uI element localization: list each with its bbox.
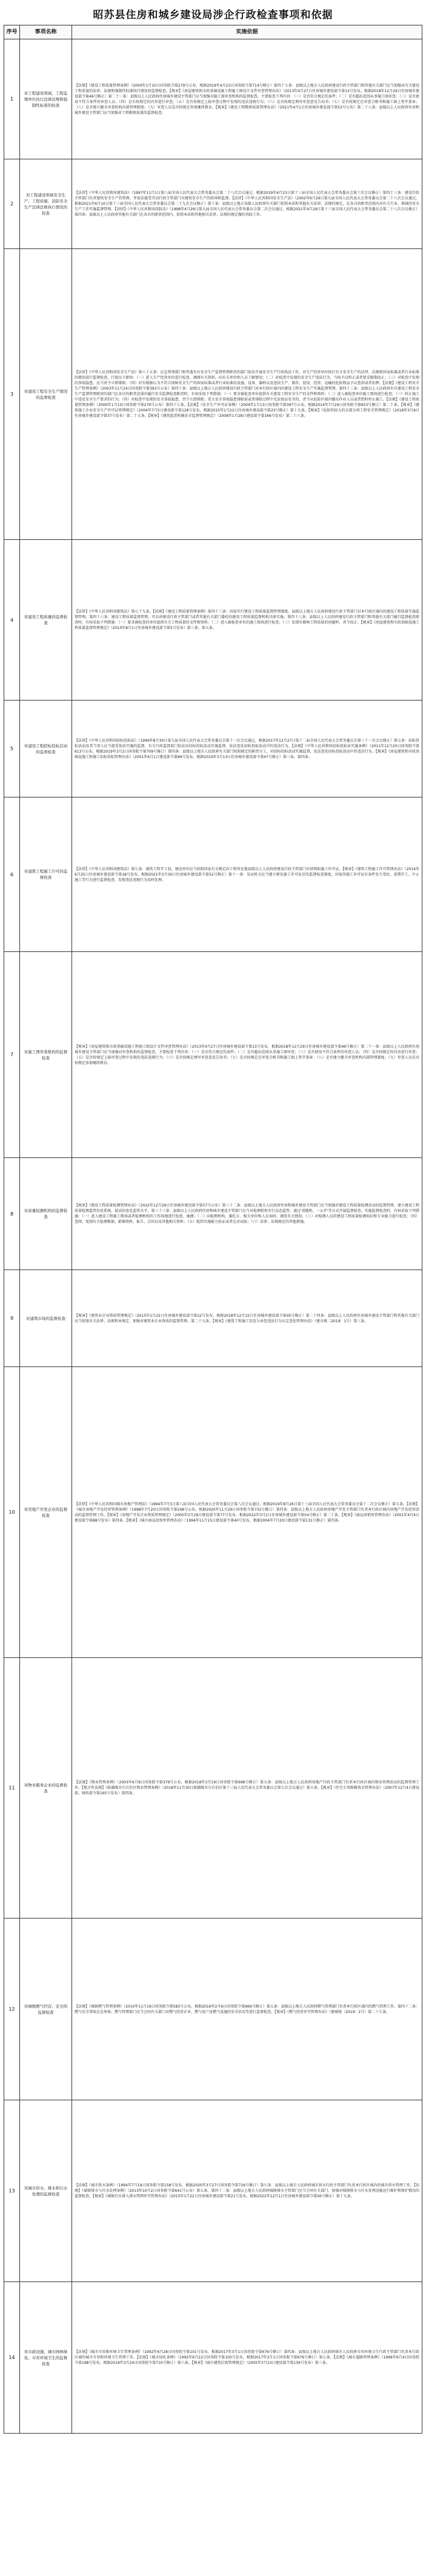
table-row (4, 2100, 422, 2282)
item-name: 对建设工程招标投标活动的监督检查 (20, 701, 72, 797)
table-row (4, 1158, 422, 1270)
header-no: 序号 (4, 25, 20, 39)
table-row (4, 249, 422, 540)
header-item-name: 事项名称 (20, 25, 72, 39)
row-no: 7 (4, 952, 20, 1158)
item-name: 对市政设施、城市园林绿化、市容环境卫生的监督检查 (20, 2282, 72, 2434)
table-row (4, 797, 422, 952)
item-name: 对质量检测机构的监督检查 (20, 1158, 72, 1270)
item-name: 对城镇燃气经营、安全的监督检查 (20, 1919, 72, 2100)
table-row (4, 2282, 422, 2434)
item-basis: 【法律】《中华人民共和国城市房地产管理法》（1994年7月5日第八届全国人民代表大会常务委员会第八次会议通过，根据2019年8月26日第十三届全国人民代表大会常务委员会第十二次会议修正）第七条。【法规】《城市房地产开发经营管理条例》（1998年7月20日国务院令第248号公布，根据2020年11月29日国务院令第732号修订）第四条：县级以上地方人民政府房地产开发主管部门负责本行政区域内房地产开发经营活动的监督管理工作。【规章】《房地产开发企业资质管理规定》（2000年3月29日建设部令第77号发布，根据2022年3月2日住房城乡建设部令第54号修正）第二十条。【规章】《商品房销售管理办法》（2001年4月4日建设部令第88号发布）第四条。【规章】《城市商品房预售管理办法》（1994年11月15日建设部令第40号发布，根据2004年7月20日建设部令第131号修正）第四条。 (72, 1367, 422, 1658)
row-no: 13 (4, 2100, 20, 2282)
item-basis: 【规章】《建筑业企业资质管理规定》（2015年1月22日住房城乡建设部令第22号发布，根据2018年12月22日住房城乡建设部令第45号修正）第二十四条：县级以上人民政府住房城乡建设主管部门和其他有关部门应当依照有关法律、法规和本规定，加强对建筑业企业资质的监督管理。第二十五条。【规章】《建筑工程施工发包与承包违法行为认定查处管理办法》（建市规〔2019〕1号）第三条。 (72, 1270, 422, 1367)
table-row (4, 1367, 422, 1658)
item-basis: 【法律】《中华人民共和国招标投标法》（1999年8月30日第九届全国人民代表大会常务委员会第十一次会议通过，根据2017年12月27日第十二届全国人民代表大会常务委员会第三十一次会议修正）第七条：招标投标活动及其当事人应当接受依法实施的监督。有关行政监督部门依法对招标投标活动实施监督，依法查处招标投标活动中的违法行为。【法规】《中华人民共和国招标投标法实施条例》（2011年12月20日国务院令第613号公布，根据2019年3月2日国务院令第709号修订）第四条：县级以上地方人民政府有关部门按照规定的职责分工，对招标投标活动实施监督，依法查处招标投标活动中的违法行为。【规章】《房屋建筑和市政基础设施工程施工招标投标管理办法》（2001年6月1日建设部令第89号发布，根据2019年3月13日住房城乡建设部令第47号修正）第三条、第四条。 (72, 701, 422, 797)
row-no: 6 (4, 797, 20, 952)
item-basis: 【规章】《房屋建筑和市政基础设施工程施工图设计文件审查管理办法》（2013年4月27日住房城乡建设部令第13号发布，根据2018年12月29日住房城乡建设部令第46号修正）第二十一条：县级以上人民政府住房城乡建设主管部门应当加强对审查机构的监督检查，主要检查下列内容：（一）是否符合规定的条件；（二）是否超出范围从事施工图审查；（三）是否使用不符合条件的审查人员；（四）是否按规定的内容进行审查；（五）是否按规定上报审查过程中发现的违法违规行为；（六）是否按规定填写审查意见告知书；（七）是否按规定在审查合格书和施工图上签字盖章；（八）是否建立健全审查机构内部管理制度；（九）审查人员是否按规定参加继续教育。 (72, 952, 422, 1158)
row-no: 5 (4, 701, 20, 797)
item-name: 对建筑市场的监督检查 (20, 1270, 72, 1367)
item-basis: 【法规】《物业管理条例》（2003年6月8日国务院令第379号公布，根据2018年3月19日国务院令第698号修订）第五条：县级以上地方人民政府房地产行政主管部门负责本行政区域内物业管理活动的监督管理工作。【地方性法规】《新疆维吾尔自治区物业管理条例》（2018年11月30日新疆维吾尔自治区第十三届人民代表大会常务委员会第七次会议通过）第五条。【规章】《住宅专项维修资金管理办法》（2007年12月4日建设部、财政部令第165号发布）第四条。 (72, 1658, 422, 1919)
table-row (4, 39, 422, 159)
item-basis: 【法律】《中华人民共和国建筑法》第七十九条。【法规】《建设工程质量管理条例》第四十三条：国家实行建设工程质量监督管理制度。县级以上地方人民政府建设行政主管部门对本行政区域内的建设工程质量实施监督管理。第四十六条：建设工程质量监督管理，可以由建设行政主管部门或者其他有关部门委托的建设工程质量监督机构具体实施。第四十八条：县级以上人民政府建设行政主管部门和其他有关部门履行监督检查职责时，有权采取下列措施：（一）要求被检查的单位提供有关工程质量的文件和资料；（二）进入被检查单位的施工现场进行检查；（三）发现有影响工程质量的问题时，责令改正。【规章】《房屋建筑和市政基础设施工程质量监督管理规定》（2010年8月1日住房城乡建设部令第5号发布）第三条、第五条。 (72, 540, 422, 701)
table-row (4, 159, 422, 249)
item-name: 对城市供水、排水和污水处理的监督检查 (20, 2100, 72, 2282)
item-basis: 【法规】《城市市容和环境卫生管理条例》（1992年6月28日国务院令第101号发布，根据2017年3月1日国务院令第676号修订）第四条：县级以上地方人民政府城市人民政府市容环境卫生行政主管部门负责本行政区域的城市市容和环境卫生管理工作。【法规】《城市绿化条例》（1992年6月22日国务院令第100号发布，根据2017年3月1日国务院令第676号修订）第七条。【法规】《城市道路管理条例》（1996年6月4日国务院令第198号发布，根据2019年3月24日国务院令第710号修订）第六条。【规章】《城市建筑垃圾管理规定》（2005年3月23日建设部令第139号发布）第三条。 (72, 2282, 422, 2434)
table-row (4, 1270, 422, 1367)
row-no: 1 (4, 39, 20, 159)
document-title: 昭苏县住房和城乡建设局涉企行政检查事项和依据 (93, 9, 333, 21)
item-basis: 【法规】《城市供水条例》（1994年7月19日国务院令第158号发布，根据2020年3月27日国务院令第726号修订）第七条：县级以上城市人民政府城市供水行政主管部门负责本行政区域内的城市供水管理工作。【法规】《城镇排水与污水处理条例》（2013年10月2日国务院令第641号公布）第五条、第四十二条：县级以上地方人民政府城镇排水主管部门应当会同有关部门，加强对城镇排水与污水处理设施运行维护和保护情况的监督检查。【规章】《城镇污水排入排水管网许可管理办法》（2015年1月22日住房城乡建设部令第21号发布，根据2022年12月1日住房城乡建设部令第56号修正）第十九条。 (72, 2100, 422, 2282)
table-row (4, 952, 422, 1158)
table-row (4, 540, 422, 701)
row-no: 4 (4, 540, 20, 701)
inspection-items-table (4, 25, 422, 2434)
item-name: 对房地产开发企业的监督检查 (20, 1367, 72, 1658)
item-name: 对施工图审查机构的监督检查 (20, 952, 72, 1158)
row-no: 3 (4, 249, 20, 540)
item-name: 对物业服务企业的监督检查 (20, 1658, 72, 1919)
item-name: 对建筑工程施工许可的监督检查 (20, 797, 72, 952)
item-name: 对工程建设领域安全生产、工程质量、消防安全生产法律法规执行情况的检查 (20, 159, 72, 249)
row-no: 14 (4, 2282, 20, 2434)
row-no: 2 (4, 159, 20, 249)
item-basis: 【法律】《中华人民共和国安全生产法》第六十五条：应急管理部门和其他负有安全生产监督管理职责的部门依法开展安全生产行政执法工作，对生产经营单位执行有关安全生产的法律、法规和国家标准或者行业标准的情况进行监督检查，行使以下职权：（一）进入生产经营单位进行检查，调阅有关资料，向有关单位和人员了解情况；（二）对检查中发现的安全生产违法行为，当场予以纠正或者要求限期改正；（三）对检查中发现的事故隐患，应当责令立即排除；（四）对有根据认为不符合保障安全生产的国家标准或者行业标准的设施、设备、器材以及违法生产、储存、使用、经营、运输的危险物品予以查封或者扣押。【法规】《建设工程安全生产管理条例》（2003年11月24日国务院令第393号公布）第四十条：县级以上地方人民政府建设行政主管部门对本行政区域内的建设工程安全生产实施监督管理。第四十三条：县级以上人民政府负有建设工程安全生产监督管理职责的部门在各自的职责范围内履行安全监督检查职责时，有权采取下列措施：（一）要求被检查单位提供有关建设工程安全生产的文件和资料；（二）进入被检查单位施工现场进行检查；（三）纠正施工中违反安全生产要求的行为；（四）对检查中发现的安全事故隐患，责令立即排除；重大安全事故隐患排除前或者排除过程中无法保证安全的，责令从危险区域内撤出作业人员或者暂时停止施工。【法规】《建设工程质量管理条例》（2000年1月10日国务院令第279号公布）第四十七条。【法规】《安全生产许可证条例》（2004年1月13日国务院令第397号公布，根据2014年7月29日国务院令第653号修订）第二十条。【规章】《建筑施工企业安全生产许可证管理规定》（2004年7月5日建设部令第128号发布，根据2015年1月22日住房城乡建设部令第23号修正）第十九条。【规章】《危险性较大的分部分项工程安全管理规定》（2018年3月8日住房城乡建设部令第37号发布）第二十五条。【规章】《建筑起重机械安全监督管理规定》（2008年1月28日建设部令第166号发布）第二十六条。 (72, 249, 422, 540)
table-header-row (4, 25, 422, 39)
item-basis: 【法律】《中华人民共和国建筑法》（1997年11月1日第八届全国人民代表大会常务委员会第二十八次会议通过，根据2019年4月23日第十三届全国人民代表大会常务委员会第十次会议修正）第四十三条：建设行政主管部门负责建筑安全生产的管理，并依法接受劳动行政主管部门对建筑安全生产的指导和监督。【法律】《中华人民共和国安全生产法》（2002年6月29日第九届全国人民代表大会常务委员会第二十八次会议通过，根据2021年6月10日第十三届全国人民代表大会常务委员会第二十九次会议修正）第十条：县级以上地方各级人民政府有关部门依照本法和其他有关法律、法规的规定，在各自的职责范围内对有关行业、领域的安全生产工作实施监督管理。【法律】《中华人民共和国消防法》（1998年4月29日第九届全国人民代表大会常务委员会第二次会议通过，根据2021年4月29日第十三届全国人民代表大会常务委员会第二十八次会议修正）第四条：县级以上人民政府其他有关部门在各自的职责范围内，依照本法和其他相关法律、法规的规定做好消防工作。 (72, 159, 422, 249)
row-no: 12 (4, 1919, 20, 2100)
row-no: 8 (4, 1158, 20, 1270)
table-row (4, 1658, 422, 1919)
row-no: 10 (4, 1367, 20, 1658)
item-basis: 【法规】《城镇燃气管理条例》（2010年11月19日国务院令第583号公布，根据2016年2月6日国务院令第666号修订）第五条：县级以上地方人民政府燃气管理部门负责本行政区域内的燃气管理工作。第四十二条：燃气安全事故应急预案；燃气管理部门应当会同有关部门对燃气经营企业、燃气用户及燃气设施的安全状况等进行监督检查。【规章】《燃气经营许可管理办法》（建城规〔2019〕2号）第二十七条。 (72, 1919, 422, 2100)
table-row (4, 1919, 422, 2100)
row-no: 9 (4, 1270, 20, 1367)
table-row (4, 701, 422, 797)
item-basis: 【法规】《建设工程质量管理条例》（2000年1月10日国务院令第279号公布，根据2019年4月23日国务院令第714号修订）第四十七条：县级以上地方人民政府建设行政主管部门和其他有关部门应当加强对有关建设工程质量的法律、法规和强制性标准执行情况的监督检查。【规章】《房屋建筑和市政基础设施工程施工图设计文件审查管理办法》（2013年4月27日住房城乡建设部令第13号发布，根据2018年12月29日住房城乡建设部令第46号修正）第二十一条：县级以上人民政府住房城乡建设主管部门应当加强对施工图审查机构的监督检查，主要检查下列内容：（一）是否符合规定的条件；（二）是否超出范围从事施工图审查；（三）是否使用不符合条件的审查人员；（四）是否按规定的内容进行审查；（五）是否按规定上报审查过程中发现的违法违规行为；（六）是否按规定填写审查意见告知书；（七）是否按规定在审查合格书和施工图上签字盖章；（八）是否建立健全审查机构内部管理制度；（九）审查人员是否按规定参加继续教育。【规章】《建设工程勘察质量管理办法》（2021年4月1日住房城乡建设部令第53号公布）第二十八条：县级以上人民政府住房和城乡建设主管部门应当加强对工程勘察质量的监督检查。 (72, 39, 422, 159)
item-basis: 【规章】《建设工程质量检测管理办法》（2022年12月29日住房城乡建设部令第57号公布）第三十二条：县级以上地方人民政府住房和城乡建设主管部门应当加强对建设工程质量检测活动的监督管理，建立建设工程质量检测监管信息系统，提高信息化监管水平。第三十三条：县级以上人民政府住房和城乡建设主管部门应当对检测机构实行动态监管，通过'双随机、一公开'等方式开展监督检查。实施监督检查时，有权采取下列措施：（一）进入建设工程施工现场或者检测机构的工作场地进行检查、抽测；（二）向检测机构、委托方、相关单位和人员询问、调查有关情况；（三）对检测人员的建设工程质量检测知识和专业能力进行检查；（四）查阅、复制有关检测数据、影像资料、报告、合同以及其他相关资料；（五）组织实施能力验证或者比对试验；（六）法律、法规规定的其他措施。 (72, 1158, 422, 1270)
item-basis: 【法律】《中华人民共和国建筑法》第七条：建筑工程开工前，建设单位应当按照国家有关规定向工程所在地县级以上人民政府建设行政主管部门申请领取施工许可证。【规章】《建筑工程施工许可管理办法》（2014年6月25日住房城乡建设部令第18号发布，根据2021年3月30日住房城乡建设部令第52号修正）第十一条：发证机关应当建立颁发施工许可证后的监督检查制度，对取得施工许可证后条件发生变化、延期开工、中止施工等行为进行监督检查，发现违法违规行为及时处理。 (72, 797, 422, 952)
row-no: 11 (4, 1658, 20, 1919)
item-name: 对工程建设领域、工程监理单位执行法律法规和强制性标准的检查 (20, 39, 72, 159)
item-name: 对建设工程质量的监督检查 (20, 540, 72, 701)
header-basis: 实施依据 (72, 25, 422, 39)
item-name: 对建设工程安全生产情况的监督检查 (20, 249, 72, 540)
